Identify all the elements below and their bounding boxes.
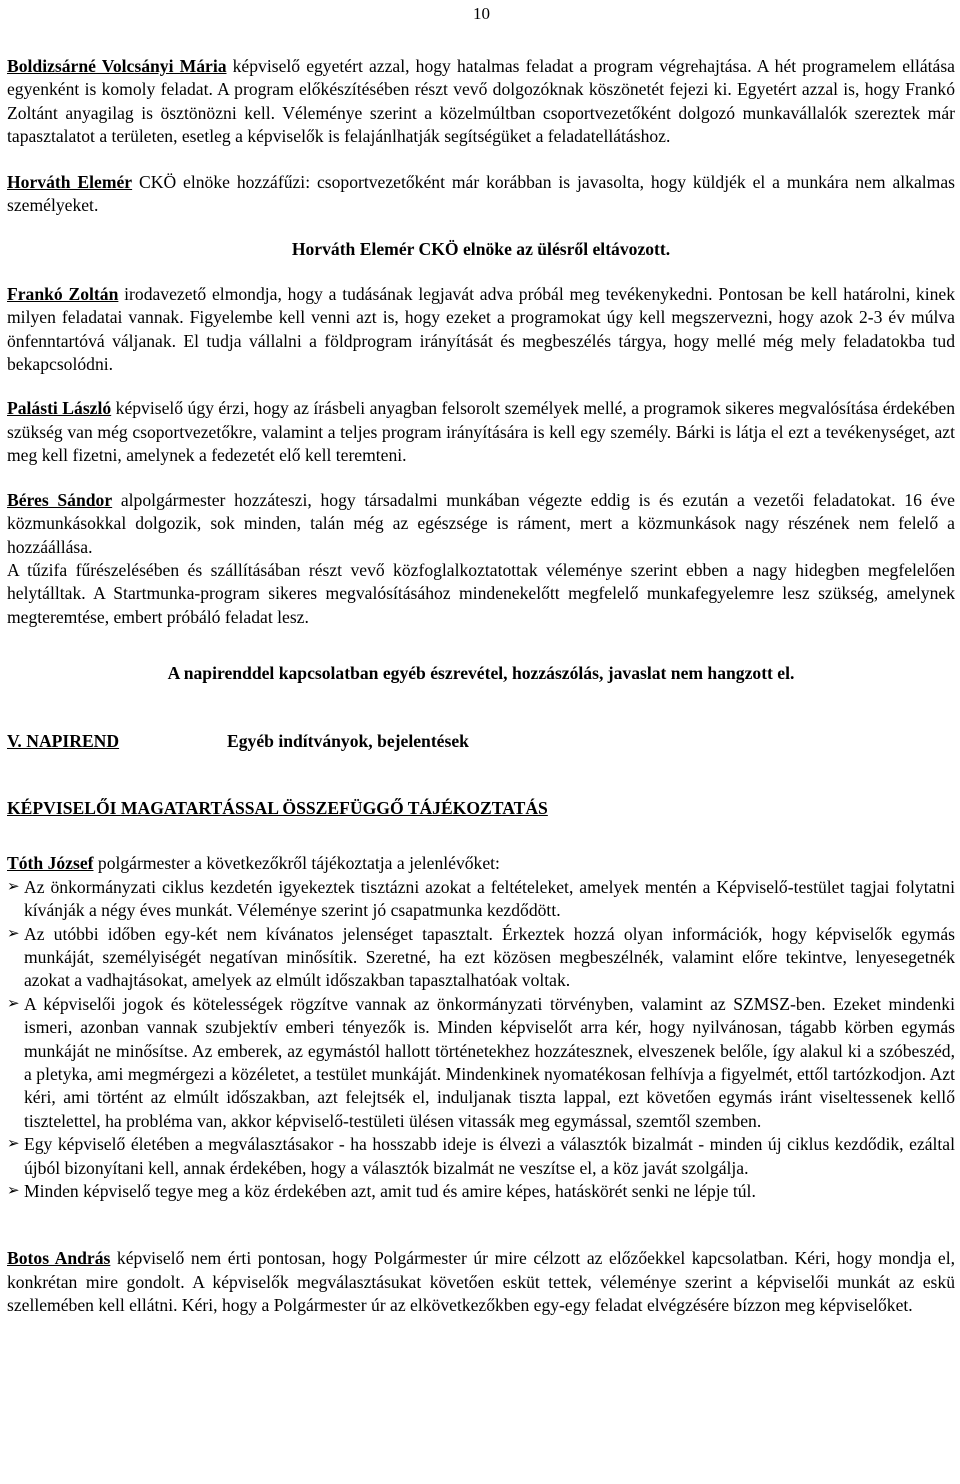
speaker-name: Botos András bbox=[7, 1248, 111, 1269]
list-item: ➢ Egy képviselő életében a megválasztásakor - ha hosszabb ideje is élvezi a választók bizalmát - minden új ciklus kezdődik, ezáltal újból bizonyítani kell, annak érdekében, hogy a választók bizalmát ne veszítse el, a köz javát szolgálja. bbox=[7, 1134, 955, 1178]
paragraph-palasti bbox=[7, 397, 955, 467]
agenda-title: Egyéb indítványok, bejelentések bbox=[227, 730, 469, 751]
section-title: KÉPVISELŐI MAGATARTÁSSAL ÖSSZEFÜGGŐ TÁJÉKOZTATÁS bbox=[7, 797, 548, 818]
agenda-number: V. NAPIREND bbox=[7, 730, 120, 751]
paragraph-beres-continued: A tűzifa fűrészelésében és szállításában részt vevő közfoglalkoztatottak véleménye szerint ebben a nagy hidegben megfelelően helytálltak. A Startmunka-program sikeres megvalósításához mindenekelőtt megfelelő munkafegyelemre lesz szükség, amelynek megteremtése, embert próbáló feladat lesz. bbox=[7, 559, 955, 627]
speaker-name: Tóth József bbox=[7, 853, 94, 874]
arrow-bullet-icon: ➢ bbox=[7, 1136, 20, 1153]
document-page bbox=[7, 0, 955, 1318]
list-item: ➢ A képviselői jogok és kötelességek rögzítve vannak az önkormányzati törvényben, valamint az SZMSZ-ben. Ezeket mindenki ismeri, azonban vannak szubjektív emberi tényezők is. Minden képviselőt arra kér, hogy nyilvánosan, tágabb körben egymás munkáját ne minősítse. Az emberek, az egymástól hallott történetekhez hozzátesznek, elveszenek belőle, így alakul ki a szóbeszéd, a pletyka, ami megmérgezi a közéletet, a testület munkáját. Mindenkinek nyomatékosan felhívja a figyelmét, ettől tartózkodjon. Azt kéri, ami történt az elmúlt időszakban, azt felejtsék el, induljanak tiszta lappal, ezt követően egymás iránt viseltessenek kellő tisztelettel, ha probléma van, akkor képviselő-testületi ülésen vitassák meg egymással, szemtől szemben. bbox=[7, 993, 955, 1131]
paragraph-text: alpolgármester hozzáteszi, hogy társadalmi munkában végezte eddig is és ezután a vezetői feladatokat. 16 éve közmunkásokkal dolgozik, sok minden, talán még az egészsége is ráment, mert a közmunkások nagy részének nem felelő a hozzáállása. bbox=[7, 489, 955, 557]
speaker-name: Béres Sándor bbox=[7, 489, 113, 510]
bullet-list bbox=[7, 876, 955, 1204]
arrow-bullet-icon: ➢ bbox=[7, 878, 20, 895]
paragraph-horvath bbox=[7, 171, 955, 218]
arrow-bullet-icon: ➢ bbox=[7, 925, 20, 942]
arrow-bullet-icon: ➢ bbox=[7, 995, 20, 1012]
paragraph-text: képviselő egyetért azzal, hogy hatalmas feladat a program végrehajtása. A hét programelem ellátása egyenként is komoly feladat. A program előkészítésében részt vevő dolgozóknak köszönetét fejezi ki. Egyetért azzal is, hogy Frankó Zoltánt anyagilag is ösztönözni kell. Véleménye szerint a közelmúltban csoportvezetőként dolgozó munkavállalók szereztek már tapasztalatot a területen, esetleg a képviselők is felajánlhatják segítségüket a feladatellátáshoz. bbox=[7, 56, 955, 147]
paragraph-text: irodavezető elmondja, hogy a tudásának legjavát adva próbál meg tevékenykedni. Pontosan be kell határolni, kinek milyen feladatai vannak. Figyelembe kell venni azt is, hogy ezeket a programokat úgy kell megszervezni, hogy azok 2-3 év múlva önfenntartóvá váljanak. El tudja vállalni a földprogram irányítását és megbeszélés tárgya, hogy mellé még mely feladatokba tud bekapcsolódni. bbox=[7, 283, 955, 375]
list-item: ➢ Az utóbbi időben egy-két nem kívánatos jelenséget tapasztalt. Érkeztek hozzá olyan információk, hogy képviselők egymás munkáját, személyiségét negatívan minősítik. Szeretné, ha ezt közösen megbeszélnék, valamint előre tekintve, lenyesegetnék azokat a vadhajtásokat, amelyek az elmúlt időszakban tapasztalhatóak voltak. bbox=[7, 923, 955, 991]
arrow-bullet-icon: ➢ bbox=[7, 1183, 20, 1200]
notice-no-comments: A napirenddel kapcsolatban egyéb észrevétel, hozzászólás, javaslat nem hangzott el. bbox=[167, 663, 795, 684]
speaker-name: Palásti László bbox=[7, 398, 112, 419]
paragraph-text: polgármester a következőkről tájékoztatja a jelenlévőket: bbox=[93, 853, 500, 874]
paragraph-toth bbox=[7, 852, 955, 875]
paragraph-beres bbox=[7, 489, 955, 559]
speaker-name: Horváth Elemér bbox=[7, 171, 133, 192]
agenda-heading bbox=[7, 730, 955, 753]
paragraph-volcsanyi bbox=[7, 55, 955, 149]
paragraph-franko bbox=[7, 283, 955, 377]
paragraph-text: CKÖ elnöke hozzáfűzi: csoportvezetőként már korábban is javasolta, hogy küldjék el a munkára nem alkalmas személyeket. bbox=[7, 171, 955, 216]
speaker-name: Frankó Zoltán bbox=[7, 283, 119, 304]
page-number: 10 bbox=[473, 4, 490, 23]
list-item: ➢ Az önkormányzati ciklus kezdetén igyekeztek tisztázni azokat a feltételeket, amelyek mentén a Képviselő-testület tagjai folytatni kívánják a négy éves munkát. Véleménye szerint jó csapatmunka kezdődött. bbox=[7, 876, 955, 921]
speaker-name: Boldizsárné Volcsányi Mária bbox=[7, 56, 227, 76]
paragraph-text: képviselő nem érti pontosan, hogy Polgármester úr mire célzott az előzőekkel kapcsolatban. Kéri, hogy mondja el, konkrétan mire gondolt. A képviselők megválasztásukat követően esküt tettek, véleménye szerint a képviselői munkát az eskü szellemében kell ellátni. Kéri, hogy a Polgármester úr az elkövetkezőkben egy-egy feladat elvégzésére bízzon meg képviselőket. bbox=[7, 1248, 955, 1316]
list-item: ➢ Minden képviselő tegye meg a köz érdekében azt, amit tud és amire képes, hatáskörét senki ne lépje túl. bbox=[7, 1180, 955, 1203]
paragraph-text: képviselő úgy érzi, hogy az írásbeli anyagban felsorolt személyek mellé, a programok sikeres megvalósítása érdekében szükség van még csoportvezetőkre, valamint a teljes program irányítására is kell egy személy. Bárki is látja el ezt a tevékenységet, azt meg kell fizetni, amelynek a fedezetét elő kell teremteni. bbox=[7, 398, 956, 466]
paragraph-botos bbox=[7, 1247, 955, 1317]
notice-departure: Horváth Elemér CKÖ elnöke az ülésről eltávozott. bbox=[291, 239, 671, 260]
